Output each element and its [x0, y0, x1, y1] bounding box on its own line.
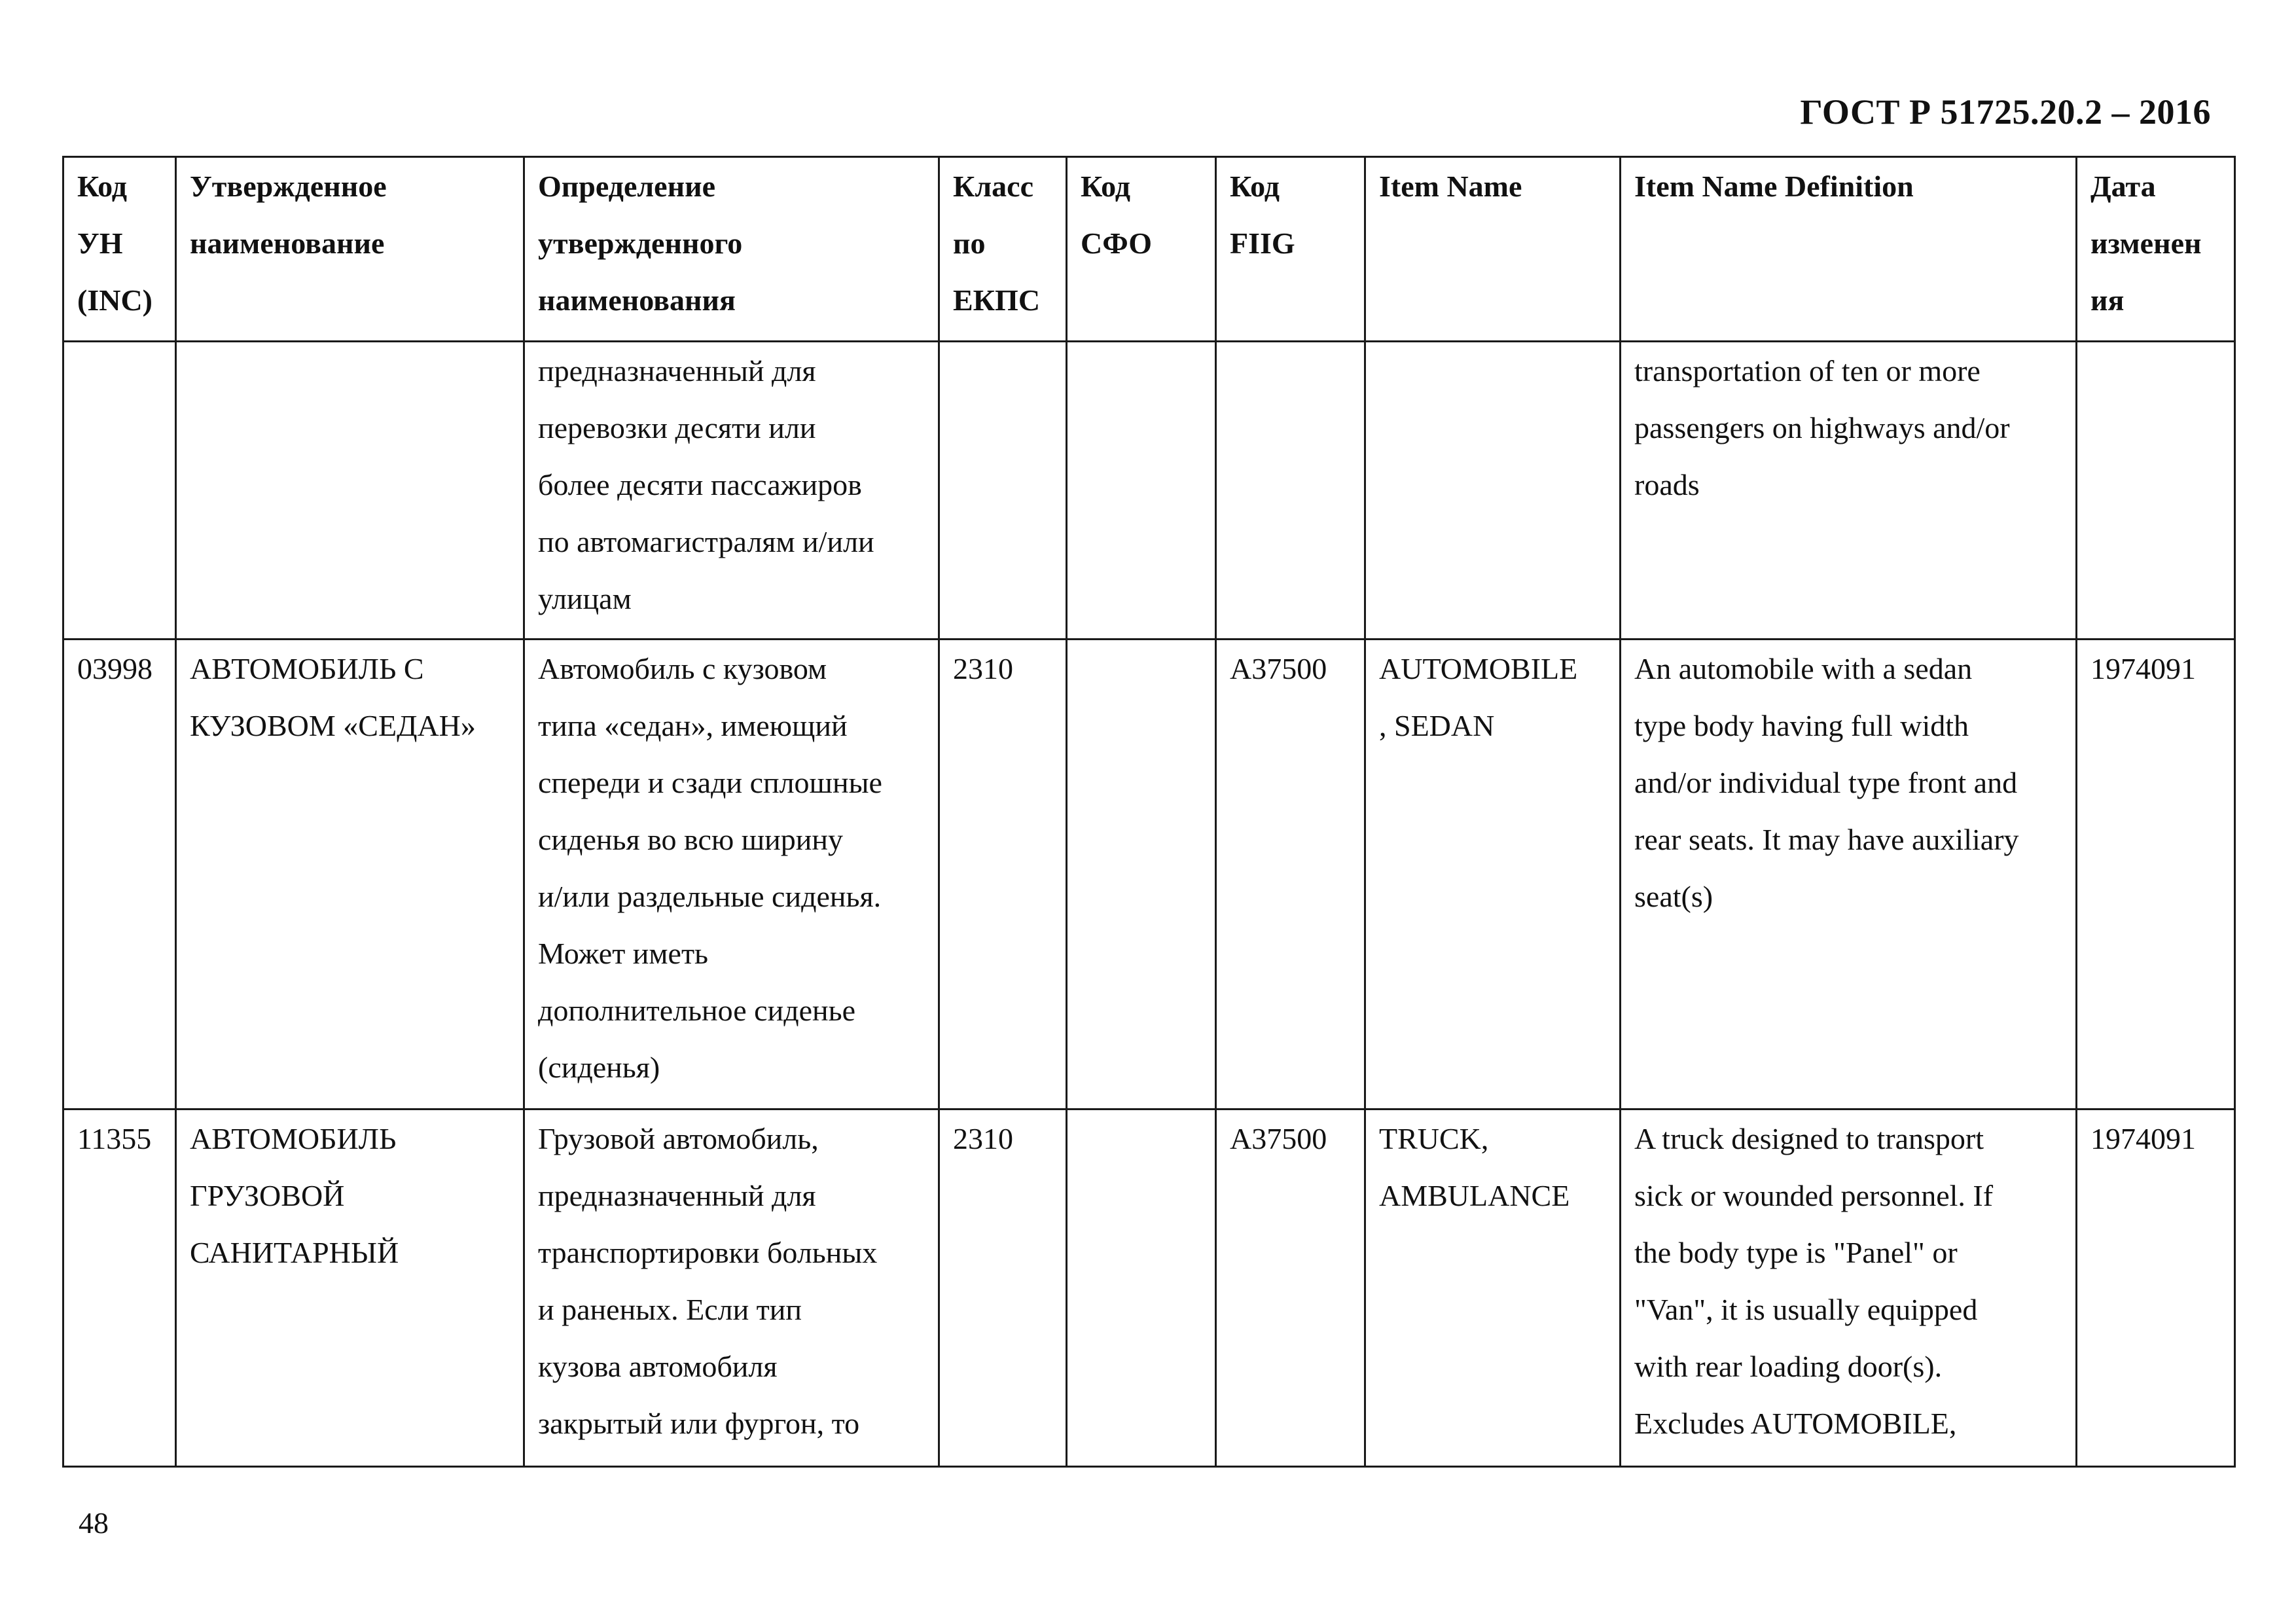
cell-definition: Автомобиль с кузовом типа «седан», имеющий спереди и сзади сплошные сиденья во всю ширину и/или раздельные сиденья. Может иметь дополнительное сиденье (сиденья)	[524, 640, 939, 1110]
document-code: ГОСТ Р 51725.20.2 – 2016	[1800, 92, 2211, 132]
column-header-definition: Определение утвержденного наименования	[524, 157, 939, 342]
column-header-class: Класс по ЕКПС	[939, 157, 1067, 342]
page-number: 48	[79, 1506, 109, 1540]
cell-definition: предназначенный для перевозки десяти или более десяти пассажиров по автомагистралям и/или улицам	[524, 342, 939, 640]
table-row	[63, 640, 2235, 1110]
cell-date	[2077, 342, 2235, 640]
cell-item-name	[1365, 342, 1621, 640]
column-header-sfo: Код СФО	[1067, 157, 1216, 342]
cell-class: 2310	[939, 640, 1067, 1110]
column-header-fiig: Код FIIG	[1216, 157, 1365, 342]
cell-fiig: A37500	[1216, 640, 1365, 1110]
table-row	[63, 342, 2235, 640]
column-header-item-definition: Item Name Definition	[1621, 157, 2077, 342]
cell-approved-name: АВТОМОБИЛЬ ГРУЗОВОЙ САНИТАРНЫЙ	[176, 1110, 524, 1467]
cell-approved-name	[176, 342, 524, 640]
cell-item-definition: A truck designed to transport sick or wounded personnel. If the body type is "Panel" or "Van", it is usually equipped with rear loading door(s). Excludes AUTOMOBILE,	[1621, 1110, 2077, 1467]
cell-inc	[63, 342, 176, 640]
table-row	[63, 1110, 2235, 1467]
cell-class	[939, 342, 1067, 640]
cell-inc: 11355	[63, 1110, 176, 1467]
column-header-approved-name: Утвержденное наименование	[176, 157, 524, 342]
cell-sfo	[1067, 1110, 1216, 1467]
cell-item-definition: An automobile with a sedan type body having full width and/or individual type front and rear seats. It may have auxiliary seat(s)	[1621, 640, 2077, 1110]
cell-item-definition: transportation of ten or more passengers on highways and/or roads	[1621, 342, 2077, 640]
column-header-date: Дата изменен ия	[2077, 157, 2235, 342]
cell-sfo	[1067, 640, 1216, 1110]
column-header-inc: Код УН (INC)	[63, 157, 176, 342]
cell-date: 1974091	[2077, 640, 2235, 1110]
table-header-row	[63, 157, 2235, 342]
cell-sfo	[1067, 342, 1216, 640]
data-table	[62, 156, 2236, 1468]
cell-definition: Грузовой автомобиль, предназначенный для транспортировки больных и раненых. Если тип кузова автомобиля закрытый или фургон, то	[524, 1110, 939, 1467]
column-header-item-name: Item Name	[1365, 157, 1621, 342]
cell-fiig	[1216, 342, 1365, 640]
cell-fiig: A37500	[1216, 1110, 1365, 1467]
cell-item-name: AUTOMOBILE , SEDAN	[1365, 640, 1621, 1110]
cell-inc: 03998	[63, 640, 176, 1110]
cell-item-name: TRUCK, AMBULANCE	[1365, 1110, 1621, 1467]
cell-class: 2310	[939, 1110, 1067, 1467]
cell-approved-name: АВТОМОБИЛЬ С КУЗОВОМ «СЕДАН»	[176, 640, 524, 1110]
cell-date: 1974091	[2077, 1110, 2235, 1467]
